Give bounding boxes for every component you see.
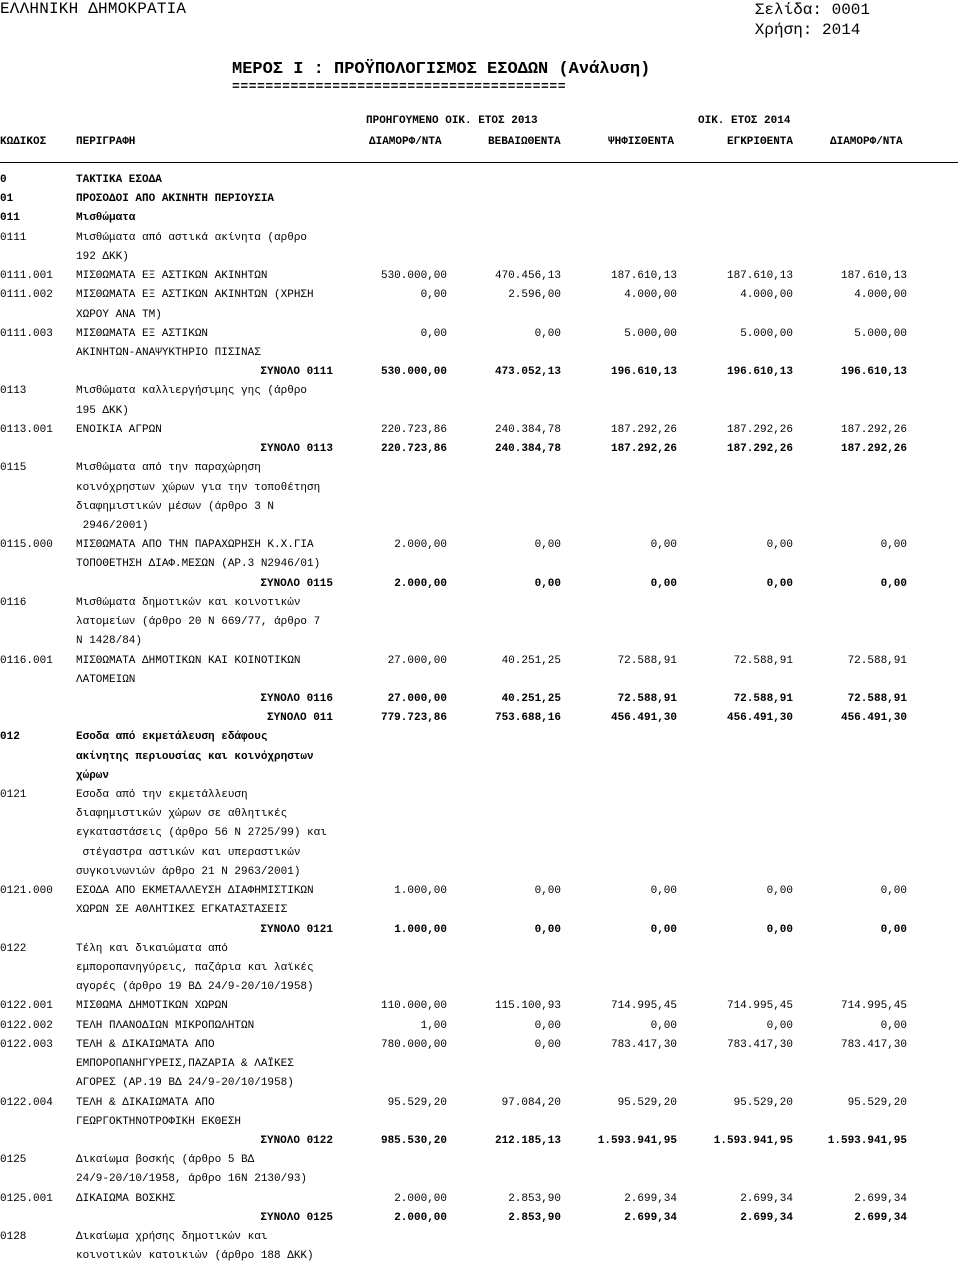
row-code: 0122.001 xyxy=(0,1000,53,1013)
amount-cell: 0,00 xyxy=(766,923,793,936)
col-description: ΠΕΡΙΓΡΑΦΗ xyxy=(76,136,136,148)
amount-cell: 40.251,25 xyxy=(501,692,561,705)
table-row xyxy=(0,728,960,747)
row-description: χώρων xyxy=(76,769,110,782)
amount-cell: 240.384,78 xyxy=(494,423,561,436)
table-row xyxy=(0,1113,960,1132)
table-row xyxy=(0,421,960,440)
row-code: 0125.001 xyxy=(0,1192,53,1205)
table-row xyxy=(0,517,960,536)
amount-cell: 95.529,20 xyxy=(847,1096,907,1109)
header-divider xyxy=(0,162,958,163)
row-description: Μισθώματα καλλιεργήσιμης γης (άρθρο xyxy=(76,385,308,398)
amount-cell: 95.529,20 xyxy=(733,1096,793,1109)
amount-cell: 0,00 xyxy=(650,923,677,936)
amount-cell: 0,00 xyxy=(650,1019,677,1032)
row-description: Μισθώματα από αστικά ακίνητα (αρθρο xyxy=(76,231,308,244)
total-row xyxy=(0,709,960,728)
row-description: ΤΑΚΤΙΚΑ ΕΣΟΔΑ xyxy=(76,174,162,186)
amount-cell: 1.593.941,95 xyxy=(597,1135,677,1147)
row-description: 195 ΔΚΚ) xyxy=(76,404,129,417)
table-row xyxy=(0,959,960,978)
amount-cell: 240.384,78 xyxy=(494,443,561,456)
amount-cell: 72.588,91 xyxy=(733,654,793,667)
amount-cell: 0,00 xyxy=(534,327,561,340)
total-row xyxy=(0,363,960,382)
amount-cell: 0,00 xyxy=(534,1019,561,1032)
row-description: ΜΙΣΘΩΜΑΤΑ ΔΗΜΟΤΙΚΩΝ ΚΑΙ ΚΟΙΝΟΤΙΚΩΝ xyxy=(76,654,301,667)
country-title: ΕΛΛΗΝΙΚΗ ΔΗΜΟΚΡΑΤΙΑ xyxy=(0,0,187,18)
total-row xyxy=(0,921,960,940)
total-label: ΣΥΝΟΛΟ 0122 xyxy=(260,1135,333,1147)
row-description: ακίνητης περιουσίας και κοινόχρηστων xyxy=(76,750,314,763)
prev-year-heading: ΠΡΟΗΓΟΥΜΕΝΟ ΟΙΚ. ΕΤΟΣ 2013 xyxy=(366,115,538,127)
amount-cell: 2.000,00 xyxy=(394,1211,447,1224)
amount-cell: 72.588,91 xyxy=(847,692,907,705)
total-label: ΣΥΝΟΛΟ 0115 xyxy=(260,577,333,590)
row-description: διαφημιστικών χώρων σε αθλητικές xyxy=(76,808,288,821)
amount-cell: 4.000,00 xyxy=(624,289,677,302)
row-code: 0113.001 xyxy=(0,423,53,436)
amount-cell: 212.185,13 xyxy=(494,1135,561,1147)
table-row xyxy=(0,767,960,786)
col-approved: ΕΓΚΡΙΘΕΝΤΑ xyxy=(727,136,794,148)
amount-cell: 220.723,86 xyxy=(380,443,447,456)
amount-cell: 187.292,26 xyxy=(610,423,677,436)
table-row xyxy=(0,555,960,574)
total-label: ΣΥΝΟΛΟ 0116 xyxy=(260,692,333,705)
amount-cell: 97.084,20 xyxy=(501,1096,561,1109)
total-label: ΣΥΝΟΛΟ 0121 xyxy=(260,923,333,936)
report-title: ΜΕΡΟΣ Ι : ΠΡΟΫΠΟΛΟΓΙΣΜΟΣ ΕΣΟΔΩΝ (Ανάλυση) xyxy=(232,60,651,79)
total-row xyxy=(0,1209,960,1228)
table-row xyxy=(0,459,960,478)
table-row xyxy=(0,325,960,344)
col-voted: ΨΗΦΙΣΘΕΝΤΑ xyxy=(608,136,675,148)
table-row xyxy=(0,786,960,805)
amount-cell: 1.593.941,95 xyxy=(827,1135,907,1147)
total-label: ΣΥΝΟΛΟ 0111 xyxy=(260,366,333,379)
table-row xyxy=(0,978,960,997)
amount-cell: 0,00 xyxy=(534,1038,561,1051)
amount-cell: 779.723,86 xyxy=(380,712,447,725)
curr-year-heading: ΟΙΚ. ΕΤΟΣ 2014 xyxy=(698,115,791,127)
table-row xyxy=(0,229,960,248)
table-row xyxy=(0,344,960,363)
amount-cell: 0,00 xyxy=(534,885,561,898)
row-description: 2946/2001) xyxy=(76,519,149,532)
row-description: ΕΜΠΟΡΟΠΑΝΗΓΥΡΕΙΣ,ΠΑΖΑΡΙΑ & ΛΑΪΚΕΣ xyxy=(76,1058,294,1071)
row-description: συγκοινωνιών άρθρο 21 Ν 2963/2001) xyxy=(76,865,301,878)
amount-cell: 1.593.941,95 xyxy=(713,1135,793,1147)
amount-cell: 95.529,20 xyxy=(617,1096,677,1109)
row-description: ΤΟΠΟΘΕΤΗΣΗ ΔΙΑΦ.ΜΕΣΩΝ (ΑΡ.3 Ν2946/01) xyxy=(76,558,321,571)
amount-cell: 0,00 xyxy=(420,289,447,302)
amount-cell: 187.292,26 xyxy=(840,423,907,436)
amount-cell: 2.000,00 xyxy=(394,1192,447,1205)
row-description: εμποροπανηγύρεις, παζάρια και λαϊκές xyxy=(76,962,314,975)
row-code: 0111 xyxy=(0,231,27,244)
table-row xyxy=(0,901,960,920)
row-code: 0115 xyxy=(0,462,27,475)
total-row xyxy=(0,1132,960,1151)
table-row xyxy=(0,1228,960,1247)
amount-cell: 783.417,30 xyxy=(840,1038,907,1051)
amount-cell: 0,00 xyxy=(534,923,561,936)
row-code: 0121.000 xyxy=(0,885,53,898)
row-description: 24/9-20/10/1958, άρθρο 16Ν 2130/93) xyxy=(76,1173,308,1186)
row-description: Μισθώματα από την παραχώρηση xyxy=(76,462,261,475)
fiscal-year: Χρήση: 2014 xyxy=(754,21,861,39)
row-code: 012 xyxy=(0,731,20,744)
table-row xyxy=(0,209,960,228)
table-row xyxy=(0,824,960,843)
amount-cell: 2.853,90 xyxy=(508,1211,561,1224)
row-description: ΠΡΟΣΟΔΟΙ ΑΠΟ ΑΚΙΝΗΤΗ ΠΕΡΙΟΥΣΙΑ xyxy=(76,193,275,206)
title-underline: ======================================== xyxy=(232,79,567,94)
amount-cell: 187.610,13 xyxy=(726,270,793,283)
total-label: ΣΥΝΟΛΟ 0113 xyxy=(260,443,333,456)
table-row xyxy=(0,805,960,824)
amount-cell: 72.588,91 xyxy=(847,654,907,667)
row-description: ΜΙΣΘΩΜΑΤΑ ΑΠΟ ΤΗΝ ΠΑΡΑΧΩΡΗΣΗ Κ.Χ.ΓΙΑ xyxy=(76,539,314,552)
amount-cell: 2.699,34 xyxy=(740,1211,793,1224)
amount-cell: 2.699,34 xyxy=(624,1192,677,1205)
row-description: διαφημιστικών μέσων (άρθρο 3 Ν xyxy=(76,500,275,513)
total-row xyxy=(0,440,960,459)
col-certified: ΒΕΒΑΙΩΘΕΝΤΑ xyxy=(488,136,561,148)
amount-cell: 115.100,93 xyxy=(494,1000,561,1013)
amount-cell: 187.292,26 xyxy=(726,423,793,436)
col-prev-formed: ΔΙΑΜΟΡΦ/ΝΤΑ xyxy=(369,136,442,148)
row-description: ΧΩΡΩΝ ΣΕ ΑΘΛΗΤΙΚΕΣ ΕΓΚΑΤΑΣΤΑΣΕΙΣ xyxy=(76,904,288,917)
row-description: Μισθώματα xyxy=(76,212,136,225)
amount-cell: 714.995,45 xyxy=(610,1000,677,1013)
row-description: λατομείων (άρθρο 20 Ν 669/77, άρθρο 7 xyxy=(76,616,321,629)
amount-cell: 196.610,13 xyxy=(726,366,793,379)
table-row xyxy=(0,652,960,671)
row-description: ΔΙΚΑΙΩΜΑ ΒΟΣΚΗΣ xyxy=(76,1192,176,1205)
row-description: Ν 1428/84) xyxy=(76,635,143,648)
total-row xyxy=(0,690,960,709)
table-row xyxy=(0,382,960,401)
table-row xyxy=(0,940,960,959)
table-row xyxy=(0,1190,960,1209)
amount-cell: 110.000,00 xyxy=(380,1000,447,1013)
amount-cell: 220.723,86 xyxy=(380,423,447,436)
row-description: ΧΩΡΟΥ ΑΝΑ ΤΜ) xyxy=(76,308,162,321)
row-code: 0122 xyxy=(0,942,27,955)
amount-cell: 2.699,34 xyxy=(740,1192,793,1205)
table-row xyxy=(0,1036,960,1055)
row-code: 0111.002 xyxy=(0,289,53,302)
row-description: ΤΕΛΗ ΠΛΑΝΟΔΙΩΝ ΜΙΚΡΟΠΩΛΗΤΩΝ xyxy=(76,1019,255,1032)
table-row xyxy=(0,1055,960,1074)
amount-cell: 985.530,20 xyxy=(380,1135,447,1147)
table-row xyxy=(0,1074,960,1093)
table-row xyxy=(0,997,960,1016)
row-description: ΜΙΣΘΩΜΑΤΑ ΕΞ ΑΣΤΙΚΩΝ ΑΚΙΝΗΤΩΝ xyxy=(76,270,268,283)
row-description: Δικαίωμα βοσκής (άρθρο 5 ΒΔ xyxy=(76,1154,255,1167)
amount-cell: 1.000,00 xyxy=(394,923,447,936)
row-description: κοινοτικών κατοικιών (άρθρο 188 ΔΚΚ) xyxy=(76,1250,314,1263)
table-row xyxy=(0,613,960,632)
amount-cell: 714.995,45 xyxy=(840,1000,907,1013)
page-number: Σελίδα: 0001 xyxy=(754,1,870,19)
table-row xyxy=(0,402,960,421)
row-code: 0122.002 xyxy=(0,1019,53,1032)
amount-cell: 4.000,00 xyxy=(740,289,793,302)
row-description: στέγαστρα αστικών και υπεραστικών xyxy=(76,846,301,859)
amount-cell: 530.000,00 xyxy=(380,366,447,379)
amount-cell: 40.251,25 xyxy=(501,654,561,667)
table-row xyxy=(0,844,960,863)
row-description: Δικαίωμα χρήσης δημοτικών και xyxy=(76,1231,268,1244)
amount-cell: 196.610,13 xyxy=(840,366,907,379)
amount-cell: 5.000,00 xyxy=(740,327,793,340)
row-description: 192 ΔΚΚ) xyxy=(76,250,129,263)
amount-cell: 0,00 xyxy=(766,577,793,590)
row-code: 0111.001 xyxy=(0,270,53,283)
amount-cell: 2.000,00 xyxy=(394,577,447,590)
amount-cell: 456.491,30 xyxy=(726,712,793,725)
amount-cell: 470.456,13 xyxy=(494,270,561,283)
amount-cell: 27.000,00 xyxy=(387,692,447,705)
row-description: ΜΙΣΘΩΜΑ ΔΗΜΟΤΙΚΩΝ ΧΩΡΩΝ xyxy=(76,1000,228,1013)
row-description: ΛΑΤΟΜΕΙΩΝ xyxy=(76,673,136,686)
row-code: 011 xyxy=(0,212,20,225)
amount-cell: 72.588,91 xyxy=(733,692,793,705)
table-row xyxy=(0,632,960,651)
row-code: 0 xyxy=(0,174,7,186)
row-code: 0116.001 xyxy=(0,654,53,667)
table-row xyxy=(0,286,960,305)
amount-cell: 0,00 xyxy=(766,885,793,898)
amount-cell: 95.529,20 xyxy=(387,1096,447,1109)
amount-cell: 780.000,00 xyxy=(380,1038,447,1051)
amount-cell: 753.688,16 xyxy=(494,712,561,725)
table-row xyxy=(0,306,960,325)
amount-cell: 1,00 xyxy=(420,1019,447,1032)
row-code: 0116 xyxy=(0,596,27,609)
row-description: ΤΕΛΗ & ΔΙΚΑΙΩΜΑΤΑ ΑΠΟ xyxy=(76,1096,215,1109)
table-row xyxy=(0,1094,960,1113)
table-row xyxy=(0,190,960,209)
amount-cell: 72.588,91 xyxy=(617,692,677,705)
amount-cell: 2.000,00 xyxy=(394,539,447,552)
amount-cell: 2.699,34 xyxy=(854,1211,907,1224)
row-description: αγορές (άρθρο 19 ΒΔ 24/9-20/10/1958) xyxy=(76,981,314,994)
table-row xyxy=(0,594,960,613)
amount-cell: 456.491,30 xyxy=(840,712,907,725)
table-row xyxy=(0,863,960,882)
row-description: ΜΙΣΘΩΜΑΤΑ ΕΞ ΑΣΤΙΚΩΝ ΑΚΙΝΗΤΩΝ (ΧΡΗΣΗ xyxy=(76,289,314,302)
amount-cell: 2.853,90 xyxy=(508,1192,561,1205)
row-description: ΜΙΣΘΩΜΑΤΑ ΕΞ ΑΣΤΙΚΩΝ xyxy=(76,327,209,340)
table-row xyxy=(0,671,960,690)
row-description: κοινόχρηστων χώρων για την τοποθέτηση xyxy=(76,481,321,494)
table-row xyxy=(0,748,960,767)
amount-cell: 187.610,13 xyxy=(610,270,677,283)
amount-cell: 0,00 xyxy=(420,327,447,340)
page-info xyxy=(755,0,870,40)
amount-cell: 1.000,00 xyxy=(394,885,447,898)
row-code: 0121 xyxy=(0,789,27,802)
amount-cell: 187.292,26 xyxy=(726,443,793,456)
amount-cell: 0,00 xyxy=(650,577,677,590)
row-description: Εσοδα από εκμετάλευση εδάφους xyxy=(76,731,268,744)
amount-cell: 0,00 xyxy=(880,539,907,552)
table-row xyxy=(0,171,960,190)
row-description: ΕΣΟΔΑ ΑΠΟ ΕΚΜΕΤΑΛΛΕΥΣΗ ΔΙΑΦΗΜΙΣΤΙΚΩΝ xyxy=(76,885,314,898)
row-description: ΤΕΛΗ & ΔΙΚΑΙΩΜΑΤΑ ΑΠΟ xyxy=(76,1038,215,1051)
row-code: 0115.000 xyxy=(0,539,53,552)
row-description: ΑΓΟΡΕΣ (ΑΡ.19 ΒΔ 24/9-20/10/1958) xyxy=(76,1077,294,1090)
amount-cell: 187.292,26 xyxy=(840,443,907,456)
row-description: εγκαταστάσεις (άρθρο 56 Ν 2725/99) και xyxy=(76,827,327,840)
amount-cell: 456.491,30 xyxy=(610,712,677,725)
table-row xyxy=(0,267,960,286)
amount-cell: 0,00 xyxy=(650,885,677,898)
amount-cell: 0,00 xyxy=(534,539,561,552)
total-row xyxy=(0,575,960,594)
row-code: 0122.004 xyxy=(0,1096,53,1109)
amount-cell: 5.000,00 xyxy=(854,327,907,340)
row-code: 0122.003 xyxy=(0,1038,53,1051)
amount-cell: 0,00 xyxy=(650,539,677,552)
row-description: ΓΕΩΡΓΟΚΤΗΝΟΤΡΟΦΙΚΗ ΕΚΘΕΣΗ xyxy=(76,1115,242,1128)
table-row xyxy=(0,498,960,517)
table-row xyxy=(0,1151,960,1170)
amount-cell: 783.417,30 xyxy=(610,1038,677,1051)
row-code: 0113 xyxy=(0,385,27,398)
col-code: ΚΩΔΙΚΟΣ xyxy=(0,136,47,148)
amount-cell: 530.000,00 xyxy=(380,270,447,283)
amount-cell: 0,00 xyxy=(880,1019,907,1032)
col-curr-formed: ΔΙΑΜΟΡΦ/ΝΤΑ xyxy=(830,136,903,148)
amount-cell: 72.588,91 xyxy=(617,654,677,667)
amount-cell: 2.596,00 xyxy=(508,289,561,302)
amount-cell: 0,00 xyxy=(766,539,793,552)
table-row xyxy=(0,1247,960,1266)
amount-cell: 0,00 xyxy=(880,885,907,898)
amount-cell: 0,00 xyxy=(880,923,907,936)
row-description: Εσοδα από την εκμετάλλευση xyxy=(76,789,248,802)
amount-cell: 0,00 xyxy=(766,1019,793,1032)
table-row xyxy=(0,1017,960,1036)
amount-cell: 783.417,30 xyxy=(726,1038,793,1051)
table-row xyxy=(0,882,960,901)
amount-cell: 0,00 xyxy=(880,577,907,590)
total-label: ΣΥΝΟΛΟ 0125 xyxy=(260,1211,333,1224)
row-code: 01 xyxy=(0,193,14,206)
amount-cell: 27.000,00 xyxy=(387,654,447,667)
total-label: ΣΥΝΟΛΟ 011 xyxy=(266,712,333,725)
row-code: 0125 xyxy=(0,1154,27,1167)
row-description: Μισθώματα δημοτικών και κοινοτικών xyxy=(76,596,301,609)
amount-cell: 187.610,13 xyxy=(840,270,907,283)
amount-cell: 473.052,13 xyxy=(494,366,561,379)
table-row xyxy=(0,248,960,267)
amount-cell: 187.292,26 xyxy=(610,443,677,456)
table-row xyxy=(0,479,960,498)
amount-cell: 196.610,13 xyxy=(610,366,677,379)
amount-cell: 2.699,34 xyxy=(624,1211,677,1224)
row-code: 0128 xyxy=(0,1231,27,1244)
row-description: ΑΚΙΝΗΤΩΝ-ΑΝΑΨΥΚΤΗΡΙΟ ΠΙΣΙΝΑΣ xyxy=(76,346,261,359)
row-description: ΕΝΟΙΚΙΑ ΑΓΡΩΝ xyxy=(76,423,162,436)
amount-cell: 0,00 xyxy=(534,577,561,590)
table-row xyxy=(0,1170,960,1189)
amount-cell: 714.995,45 xyxy=(726,1000,793,1013)
row-description: Τέλη και δικαιώματα από xyxy=(76,942,228,955)
amount-cell: 2.699,34 xyxy=(854,1192,907,1205)
amount-cell: 5.000,00 xyxy=(624,327,677,340)
amount-cell: 4.000,00 xyxy=(854,289,907,302)
table-row xyxy=(0,536,960,555)
row-code: 0111.003 xyxy=(0,327,53,340)
